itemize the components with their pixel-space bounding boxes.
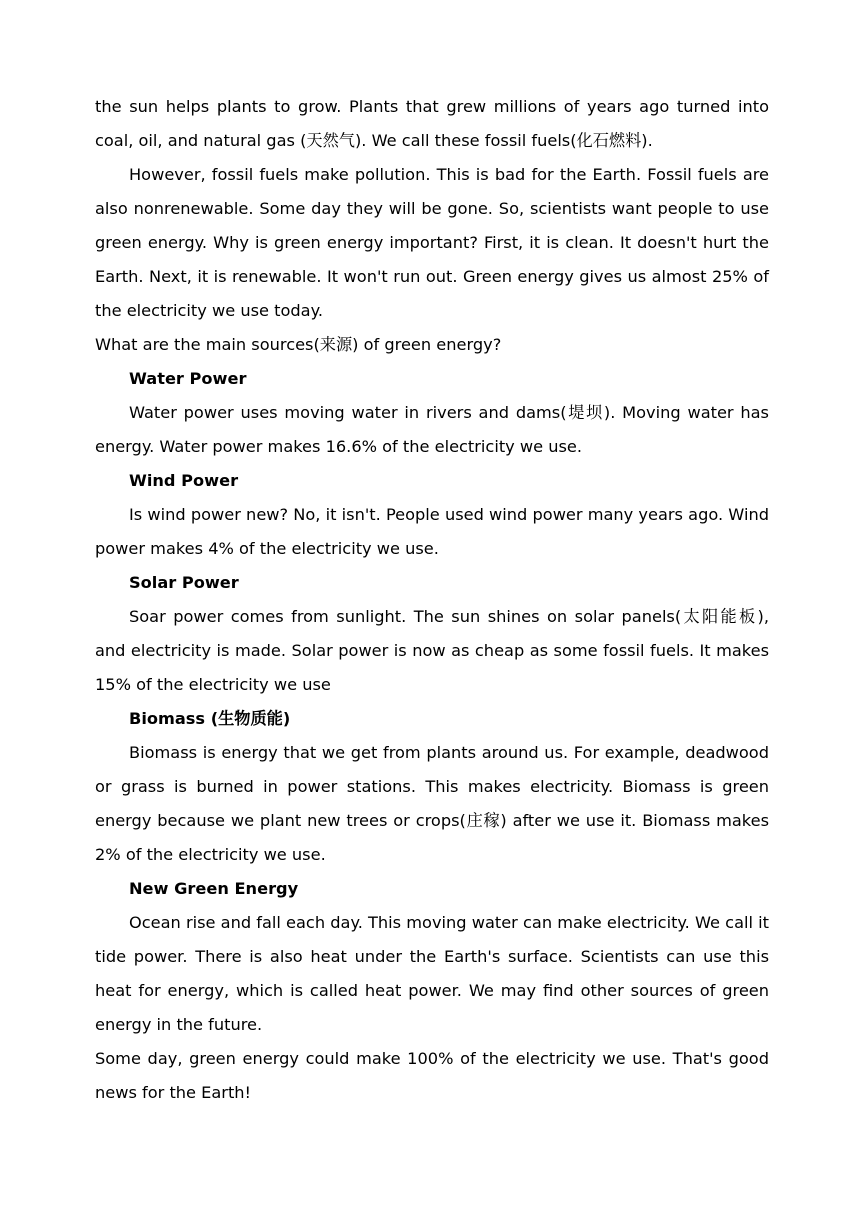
paragraph-wind-power: Is wind power new? No, it isn't. People used wind power many years ago. Wind power makes 4% of the electricity we use. (95, 505, 769, 558)
paragraph-water-power: Water power uses moving water in rivers and dams(堤坝). Moving water has energy. Water power makes 16.6% of the electricity we use. (95, 403, 769, 456)
heading-new-green-energy: New Green Energy (129, 879, 299, 898)
paragraph-fossil-fuels-intro: the sun helps plants to grow. Plants that grew millions of years ago turned into coal, oil, and natural gas (天然气). We call these fossil fuels(化石燃料). (95, 97, 769, 150)
heading-water-power: Water Power (129, 369, 247, 388)
heading-biomass: Biomass (生物质能) (129, 709, 291, 728)
heading-solar-power: Solar Power (129, 573, 239, 592)
paragraph-solar-power: Soar power comes from sunlight. The sun shines on solar panels(太阳能板), and electricity is made. Solar power is now as cheap as some fossil fuels. It makes 15% of the electricity we use (95, 607, 769, 694)
paragraph-pollution: However, fossil fuels make pollution. This is bad for the Earth. Fossil fuels are also nonrenewable. Some day they will be gone. So, scientists want people to use green energy. Why is green energy important? First, it is clean. It doesn't hurt the Earth. Next, it is renewable. It won't run out. Green energy gives us almost 25% of the electricity we use today. (95, 165, 769, 320)
paragraph-main-sources-question: What are the main sources(来源) of green energy? (95, 335, 502, 354)
paragraph-biomass: Biomass is energy that we get from plants around us. For example, deadwood or grass is burned in power stations. This makes electricity. Biomass is green energy because we plant new trees or crops(庄稼) after we use it. Biomass makes 2% of the electricity we use. (95, 743, 769, 864)
heading-wind-power: Wind Power (129, 471, 239, 490)
paragraph-conclusion: Some day, green energy could make 100% of the electricity we use. That's good news for the Earth! (95, 1049, 769, 1102)
paragraph-new-green-energy: Ocean rise and fall each day. This moving water can make electricity. We call it tide power. There is also heat under the Earth's surface. Scientists can use this heat for energy, which is called heat power. We may find other sources of green energy in the future. (95, 913, 769, 1034)
document-page (95, 90, 769, 1110)
